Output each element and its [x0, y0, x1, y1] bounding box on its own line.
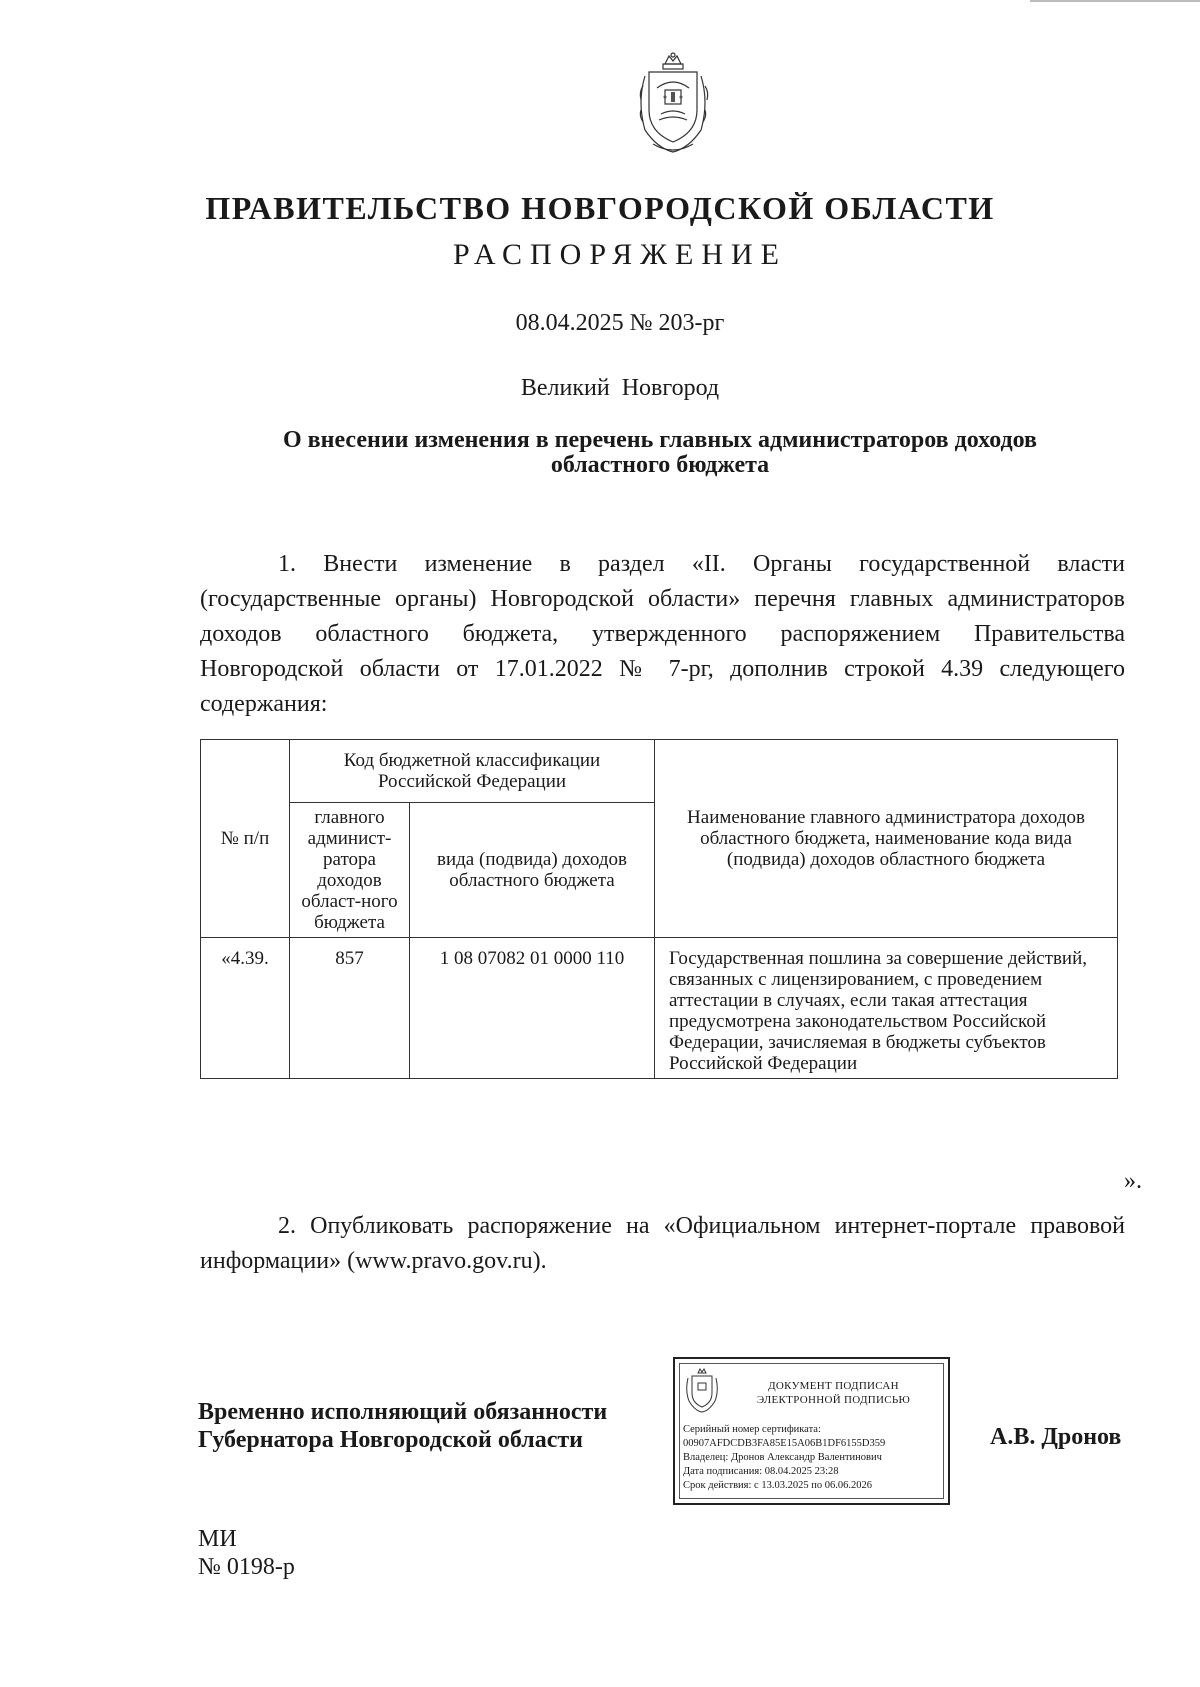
- footer-reg-number: № 0198-р: [198, 1554, 295, 1580]
- signer-position: [198, 1398, 607, 1454]
- paragraph-1: 1. Внести изменение в раздел «II. Органы государственной власти (государственные органы) Новгородской области» перечня главных администраторов доходов областного бюджета, утвержденного распоряжением Правительства Новгородской области от 17.01.2022 № 7-рг, дополнив строкой 4.39 следующего содержания:: [200, 551, 1125, 717]
- signer-position-line-2: Губернатора Новгородской области: [198, 1427, 584, 1453]
- signer-name: А.В. Дронов: [990, 1424, 1122, 1450]
- stamp-title-line-1: ДОКУМЕНТ ПОДПИСАН: [768, 1380, 899, 1392]
- footer-initials: МИ: [198, 1526, 237, 1552]
- stamp-signed-date: Дата подписания: 08.04.2025 23:28: [683, 1466, 839, 1477]
- header-kbk: Код бюджетной классификации Российской Федерации: [290, 740, 655, 803]
- row-admin-code: 857: [290, 938, 410, 1079]
- document-city: Великий Новгород: [520, 375, 720, 401]
- closing-quote: ».: [1124, 1168, 1142, 1194]
- stamp-title: [725, 1379, 942, 1407]
- subject-line-2: областного бюджета: [550, 452, 770, 478]
- stamp-coat-of-arms-icon: [685, 1367, 719, 1413]
- row-revenue-code: 1 08 07082 01 0000 110: [410, 938, 655, 1079]
- row-revenue-name: Государственная пошлина за совершение действий, связанных с лицензированием, с проведением аттестации в случаях, если такая аттестация предусмотрена законодательством Российской Федерации, зачисляемая в бюджеты субъектов Российской Федерации: [655, 938, 1118, 1079]
- header-code: вида (подвида) доходов областного бюджета: [410, 803, 655, 938]
- stamp-serial-label: Серийный номер сертификата:: [683, 1424, 821, 1435]
- stamp-details: [683, 1423, 942, 1493]
- subject-line-1: О внесении изменения в перечень главных администраторов доходов: [282, 427, 1038, 453]
- document-date-number: 08.04.2025 № 203-рг: [515, 310, 725, 336]
- signer-position-line-1: Временно исполняющий обязанности: [198, 1399, 608, 1425]
- scan-edge-line: [1030, 0, 1200, 2]
- stamp-validity: Срок действия: с 13.03.2025 по 06.06.2026: [683, 1480, 872, 1491]
- government-title: ПРАВИТЕЛЬСТВО НОВГОРОДСКОЙ ОБЛАСТИ: [205, 190, 995, 226]
- header-name: Наименование главного администратора доходов областного бюджета, наименование кода вида (подвида) доходов областного бюджета: [655, 740, 1118, 938]
- paragraph-2: 2. Опубликовать распоряжение на «Официальном интернет-портале правовой информации» (www.pravo.gov.ru).: [200, 1213, 1125, 1274]
- stamp-title-line-2: ЭЛЕКТРОННОЙ ПОДПИСЬЮ: [756, 1394, 911, 1406]
- electronic-signature-stamp: [673, 1357, 950, 1505]
- document-footer: [198, 1525, 295, 1581]
- stamp-serial: 00907AFDCDB3FA85E15A06B1DF6155D359: [683, 1438, 886, 1449]
- header-num: № п/п: [201, 740, 290, 938]
- revenue-admin-table: [200, 739, 1118, 1079]
- document-subject: [200, 428, 1120, 478]
- table-row: [201, 938, 1118, 1079]
- stamp-owner: Владелец: Дронов Александр Валентинович: [683, 1452, 882, 1463]
- row-num: «4.39.: [201, 938, 290, 1079]
- header-admin: главного админист-ратора доходов област-ного бюджета: [290, 803, 410, 938]
- coat-of-arms-icon: [635, 52, 711, 156]
- document-type: РАСПОРЯЖЕНИЕ: [452, 238, 788, 271]
